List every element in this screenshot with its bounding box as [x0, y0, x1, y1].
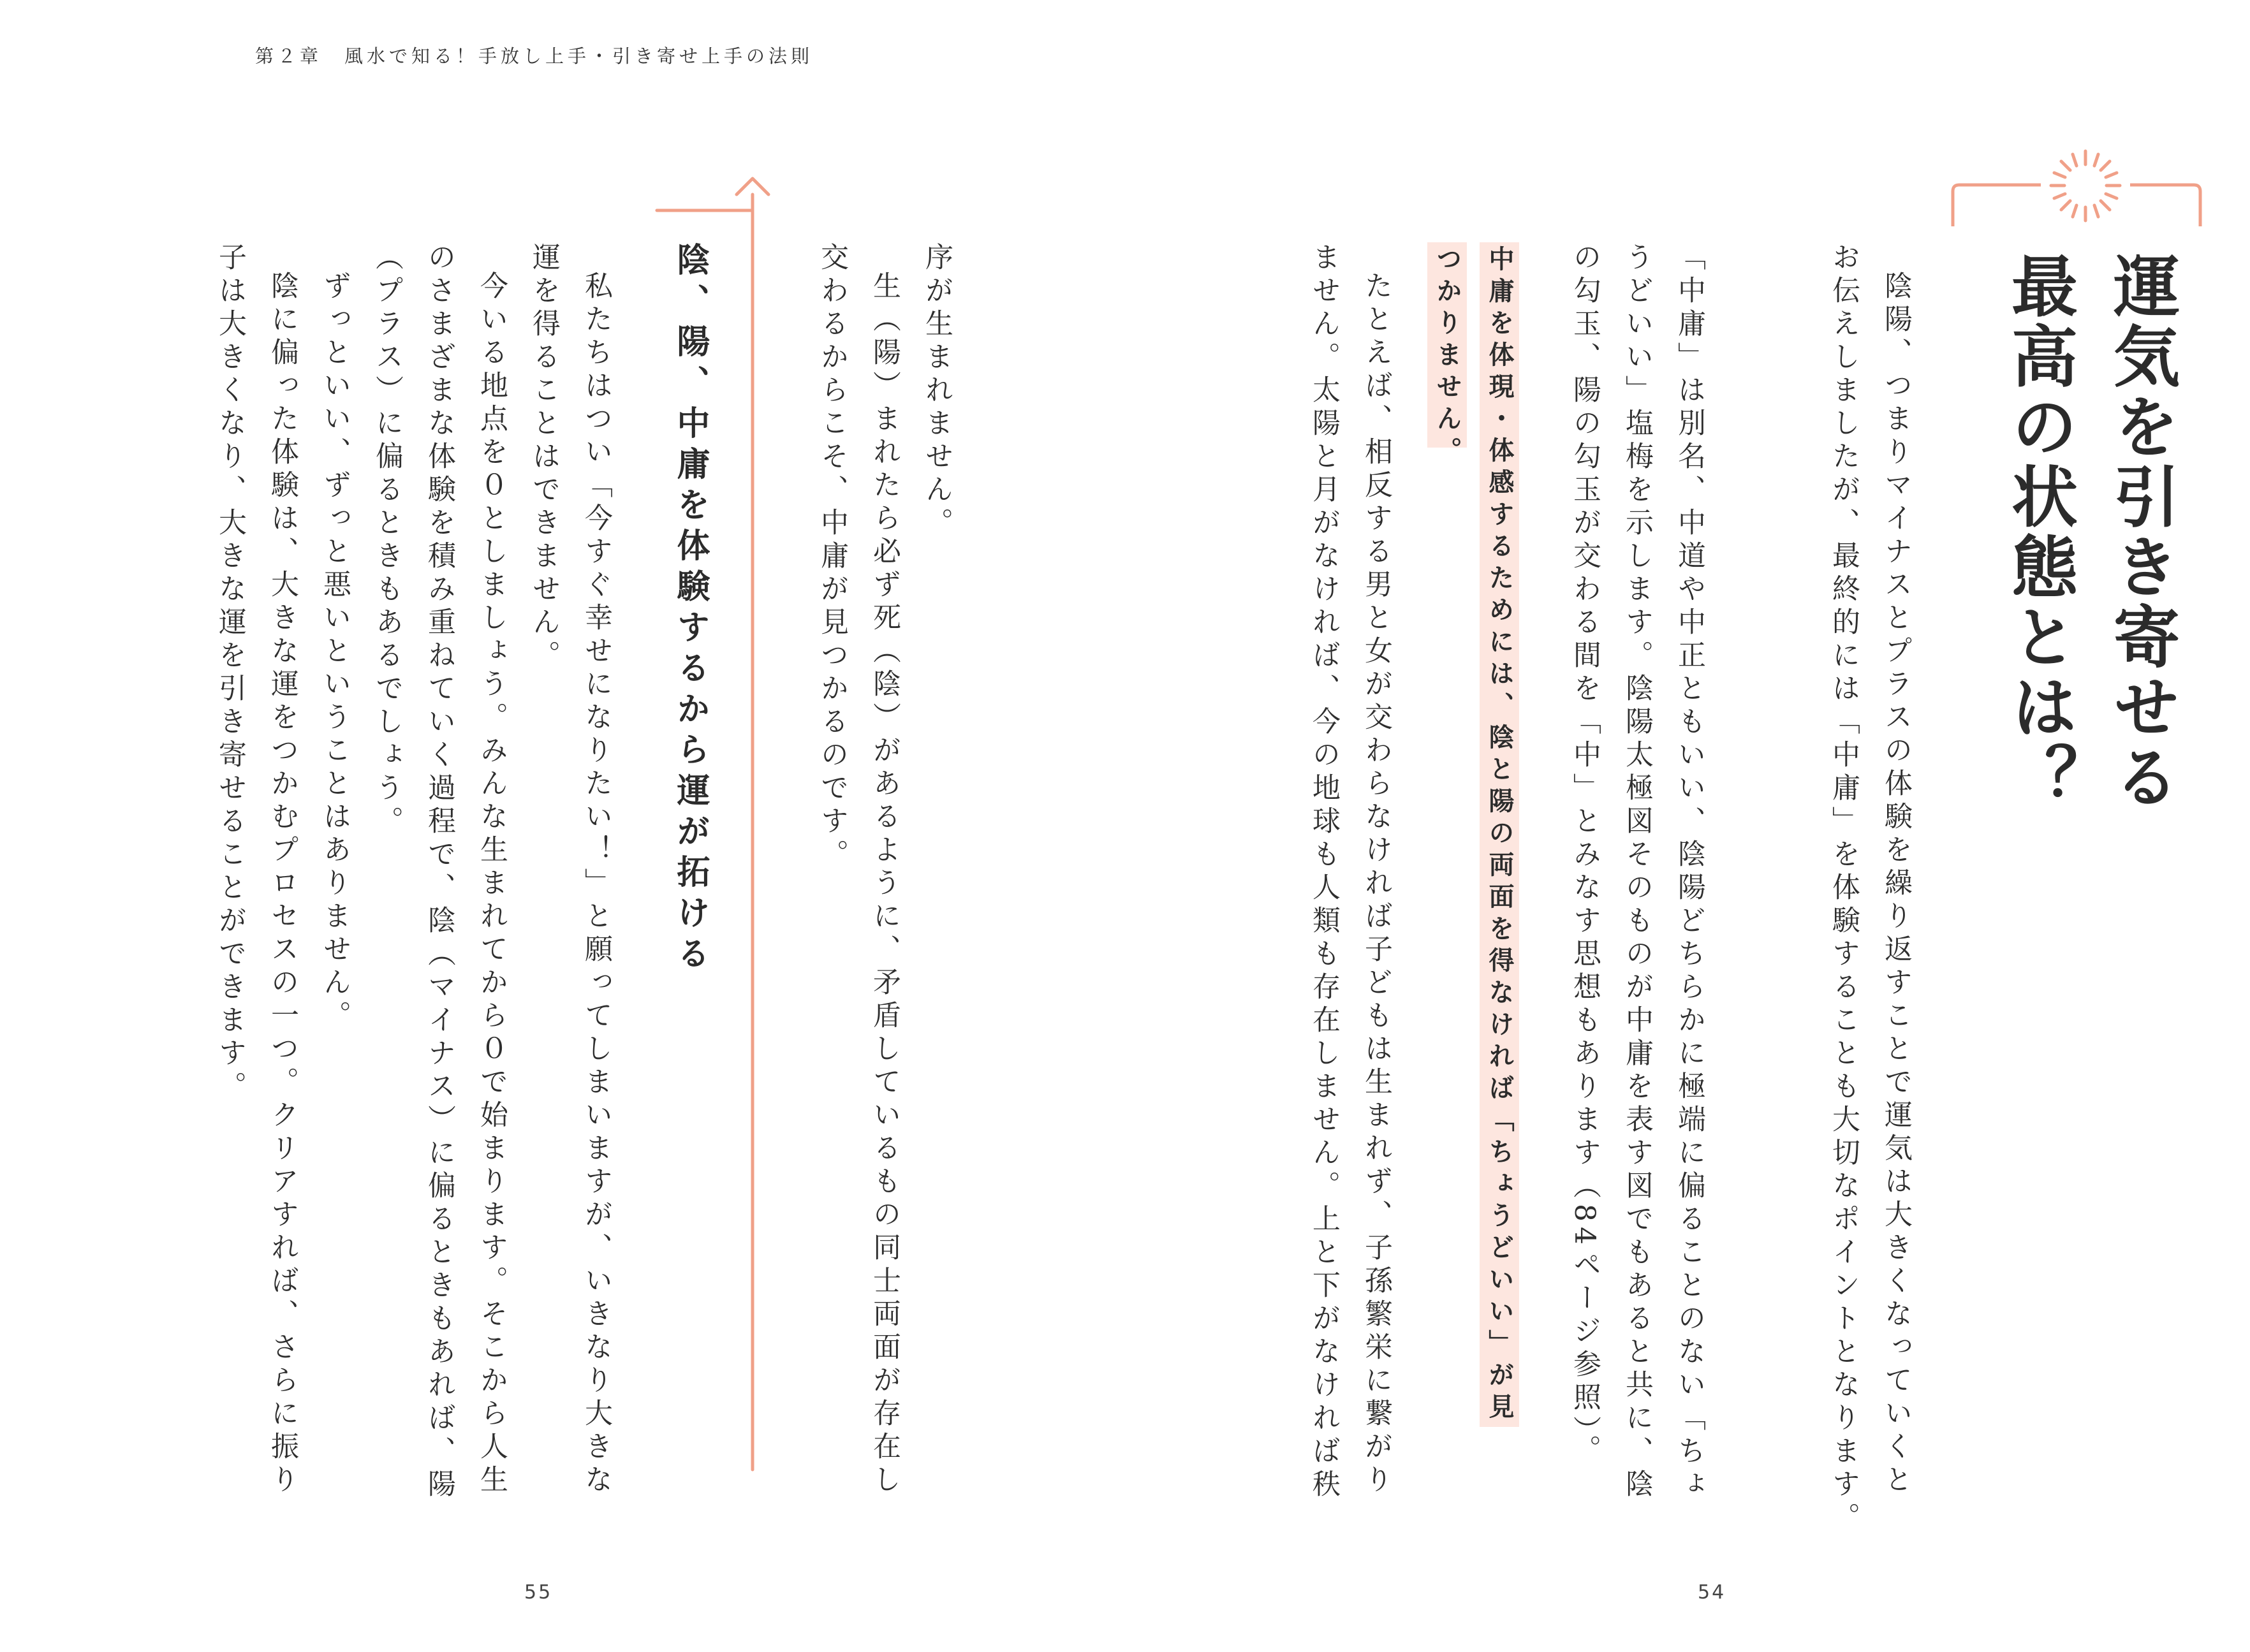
- body-line: 生（陽）まれたら必ず死（陰）があるように、矛盾しているもの同士両面が存在し: [868, 271, 901, 1498]
- body-line: 今いる地点を０としましょう。みんな生まれてから０で始まります。そこから人生: [475, 271, 508, 1498]
- body-line: たとえば、相反する男と女が交わらなければ子どもは生まれず、子孫繁栄に繋がり: [1360, 271, 1392, 1498]
- body-line: 私たちはつい「今すぐ幸せになりたい！」と願ってしまいますが、いきなり大きな: [580, 271, 612, 1498]
- emphasis-line: 中庸を体現・体感するためには、陰と陽の両面を得なければ「ちょうどいい」が見: [1485, 245, 1514, 1425]
- body-line: ません。太陽と月がなければ、今の地球も人類も存在しません。上と下がなければ秩: [1307, 242, 1340, 1502]
- body-line: 序が生まれません。: [920, 242, 953, 541]
- body-line: ずっといい、ずっと悪いということはありません。: [318, 271, 351, 1034]
- page-title-line-2: 最高の状態とは？: [2000, 252, 2078, 813]
- page-title-line-1: 運気を引き寄せる: [2102, 252, 2180, 813]
- body-line: 交わるからこそ、中庸が見つかるのです。: [816, 242, 848, 872]
- body-line: 運を得ることはできません。: [527, 242, 560, 673]
- body-line: お伝えしましたが、最終的には「中庸」を体験することも大切なポイントとなります。: [1827, 242, 1860, 1535]
- sunburst-ornament-icon: [2051, 151, 2120, 221]
- running-head: 第２章 風水で知る！手放し上手・引き寄せ上手の法則: [255, 45, 814, 67]
- title-bracket-line: [1953, 185, 2041, 226]
- body-line: （プラス）に偏るときもあるでしょう。: [371, 242, 403, 839]
- page-number-right: 54: [1698, 1581, 1726, 1604]
- body-line: 陰陽、つまりマイナスとプラスの体験を繰り返すことで運気は大きくなっていくと: [1879, 271, 1912, 1498]
- body-line: のさまざまな体験を積み重ねていく過程で、陰（マイナス）に偏るときもあれば、陽: [423, 242, 455, 1502]
- body-line: 子は大きくなり、大きな運を引き寄せることができます。: [214, 242, 246, 1104]
- body-line: の勾玉、陽の勾玉が交わる間を「中」とみなす思想もあります（84ページ参照）。: [1568, 242, 1601, 1468]
- body-line: うどいい」塩梅を示します。陰陽太極図そのものが中庸を表す図でもあると共に、陰: [1621, 242, 1653, 1502]
- body-line: 「中庸」は別名、中道や中正ともいい、陰陽どちらかに極端に偏ることのない「ちょ: [1673, 242, 1705, 1502]
- page-number-left: 55: [524, 1581, 553, 1604]
- emphasis-line: つかりません。: [1432, 245, 1462, 469]
- section-heading: 陰、陽、中庸を体験するから運が拓ける: [671, 242, 709, 977]
- body-line: 陰に偏った体験は、大きな運をつかむプロセスの一つ。クリアすれば、さらに振り: [266, 271, 298, 1498]
